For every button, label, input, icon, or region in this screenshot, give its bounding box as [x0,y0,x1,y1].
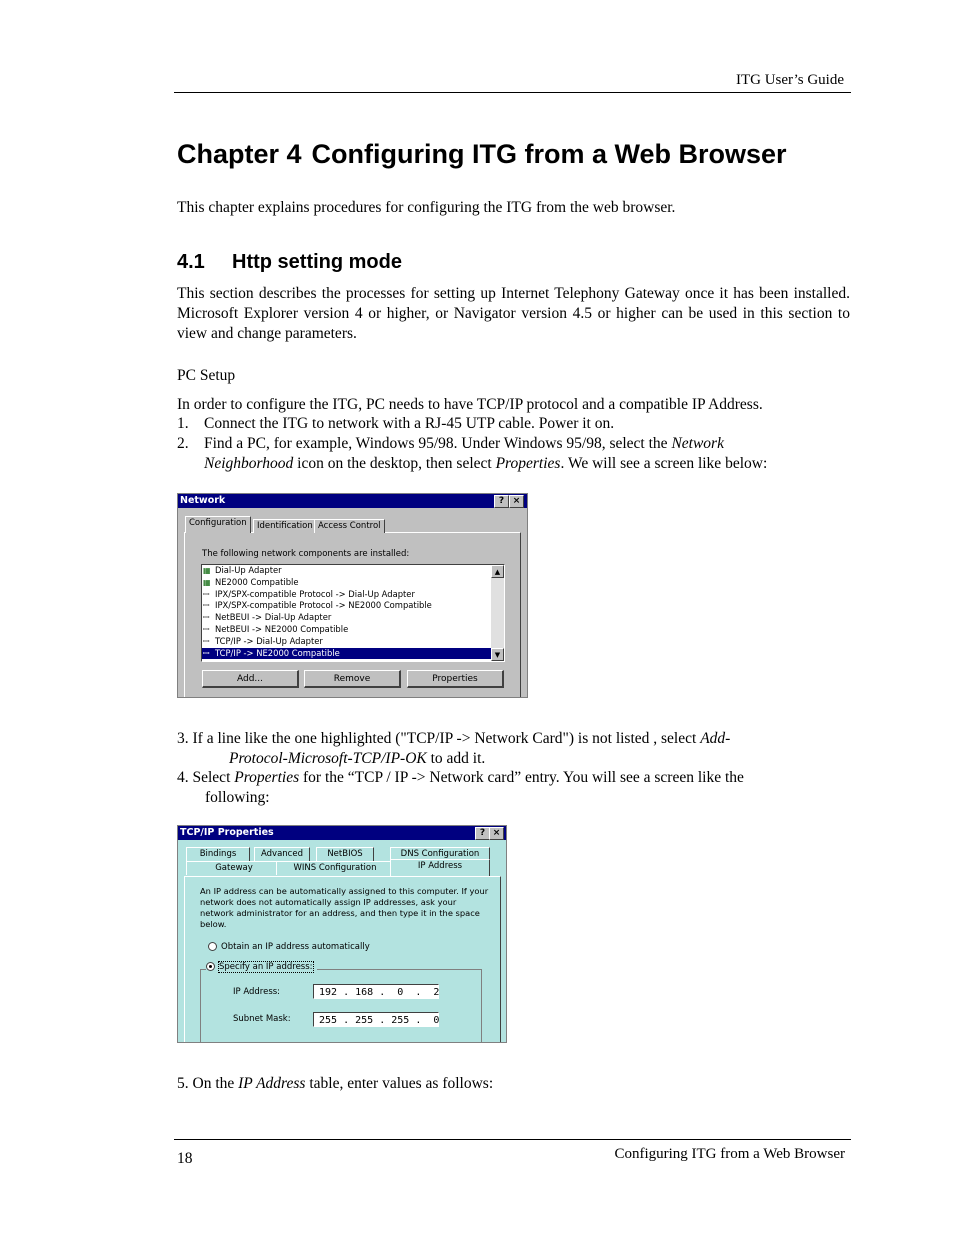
network-adapter-icon: ▦ [203,577,211,587]
chapter-title [177,139,787,170]
scroll-down-icon[interactable]: ▼ [491,648,504,661]
list-item-label: NE2000 Compatible [215,576,299,587]
chapter-name: Configuring ITG from a Web Browser [311,139,787,169]
close-icon[interactable]: × [509,495,524,508]
list-item[interactable] [202,636,504,648]
network-neighborhood-term: Network Neighborhood [204,435,724,472]
page-number: 18 [177,1150,193,1167]
protocol-icon: ꟷ [203,589,210,599]
tab-advanced[interactable]: Advanced [254,847,310,861]
tab-wins-configuration[interactable]: WINS Configuration [276,861,394,875]
ip-address-term: IP Address [238,1075,306,1092]
list-item[interactable] [202,565,504,577]
scroll-up-icon[interactable]: ▲ [491,565,504,578]
option-specify-address[interactable] [206,962,317,972]
protocol-icon: ꟷ [203,601,210,611]
header-rule [174,92,851,93]
radio-specify[interactable] [206,962,215,971]
subnet-mask-input[interactable]: 255 . 255 . 255 . 0 [313,1012,439,1027]
step-text: icon on the desktop, then select [293,455,496,472]
network-dialog [177,493,528,698]
close-icon[interactable]: × [489,827,504,840]
footer-title: Configuring ITG from a Web Browser [614,1146,845,1162]
step-1 [177,414,837,434]
tab-netbios[interactable]: NetBIOS [316,847,374,861]
step-text: 4. Select [177,769,235,786]
step-text: to add it. [426,750,486,767]
tab-ip-address[interactable]: IP Address [390,859,490,876]
step-3 [177,729,817,769]
tab-identification[interactable]: Identification [253,519,317,533]
components-label: The following network components are installed: [202,549,410,559]
step-2 [177,434,817,474]
network-adapter-icon: ▦ [203,566,211,575]
protocol-icon: ꟷ [203,636,210,646]
tcpip-dialog-titlebar [178,826,506,840]
protocol-icon: ꟷ [203,648,210,658]
step-text: 3. If a line like the one highlighted ("TCP/IP -> Network Card") is not listed , select [177,730,701,747]
footer-rule [174,1139,851,1140]
section-title: Http setting mode [232,251,402,273]
step-number: 2. [177,435,189,452]
running-header: ITG User’s Guide [735,72,844,88]
list-item-label: NetBEUI -> Dial-Up Adapter [215,612,332,623]
menu-path-term: Add- [700,730,731,747]
step-text: following: [205,789,270,806]
tab-gateway[interactable]: Gateway [186,861,282,875]
network-dialog-titlebar [178,494,527,508]
specify-group [200,969,482,1043]
step-text: . We will see a screen like below: [560,455,768,472]
list-item[interactable] [202,624,504,636]
radio-obtain-auto[interactable] [208,942,217,951]
list-item[interactable] [202,589,504,601]
list-item-label: TCP/IP -> NE2000 Compatible [215,647,340,658]
list-item-label: IPX/SPX-compatible Protocol -> NE2000 Compatible [215,600,432,611]
section-body: This section describes the processes for setting up Internet Telephony Gateway once it has been installed. Microsoft Explorer version 4 or higher, or Navigator version 4.5 or higher can be used in this section to view and change parameters. [177,285,850,342]
tab-access-control[interactable]: Access Control [314,519,385,533]
step-5 [177,1074,837,1094]
option-obtain-automatically[interactable] [208,942,370,952]
properties-button[interactable]: Properties [407,670,504,688]
tab-dns-configuration[interactable]: DNS Configuration [390,847,490,861]
components-list[interactable] [201,564,505,662]
chapter-number: Chapter 4 [177,139,302,169]
list-item[interactable] [202,600,504,612]
list-item-label: IPX/SPX-compatible Protocol -> Dial-Up Adapter [215,588,415,599]
protocol-icon: ꟷ [203,624,210,634]
properties-term: Properties [234,769,300,786]
section-heading [177,251,402,274]
list-item[interactable] [202,577,504,589]
list-item-label: NetBEUI -> NE2000 Compatible [215,623,349,634]
remove-button[interactable]: Remove [304,670,401,688]
step-text: Connect the ITG to network with a RJ-45 UTP cable. Power it on. [204,415,615,432]
subnet-mask-label: Subnet Mask: [233,1014,291,1024]
step-text: for the “TCP / IP -> Network card” entry. You will see a screen like the [299,769,744,786]
add-button[interactable]: Add... [202,670,299,688]
option-label: Specify an IP address: [219,962,313,972]
step-text: 5. On the [177,1075,239,1092]
option-label: Obtain an IP address automatically [221,942,370,952]
list-item-label: Dial-Up Adapter [215,565,282,575]
ip-address-label: IP Address: [233,987,281,997]
list-item-label: TCP/IP -> Dial-Up Adapter [215,635,323,646]
ip-description: An IP address can be automatically assigned to this computer. If your network does not automatically assign IP addresses, ask your network administrator for an address, and then type it in the space below. [200,886,489,929]
list-item[interactable] [202,648,504,660]
window-title: TCP/IP Properties [180,827,274,838]
step-number: 1. [177,415,189,432]
list-scrollbar[interactable] [491,565,504,661]
tcpip-dialog [177,825,507,1043]
pc-setup-heading: PC Setup [177,367,236,384]
help-icon[interactable]: ? [494,495,509,508]
tab-configuration[interactable]: Configuration [185,516,251,533]
ip-address-input[interactable]: 192 . 168 . 0 . 2 [313,984,439,999]
pc-setup-lead: In order to configure the ITG, PC needs to have TCP/IP protocol and a compatible IP Address. [177,396,763,413]
section-number: 4.1 [177,251,205,273]
properties-term: Properties [495,455,561,472]
intro-paragraph: This chapter explains procedures for configuring the ITG from the web browser. [177,199,676,216]
help-icon[interactable]: ? [475,827,490,840]
tab-bindings[interactable]: Bindings [186,847,250,861]
protocol-icon: ꟷ [203,613,210,623]
step-text: table, enter values as follows: [305,1075,494,1092]
menu-path-term: Protocol-Microsoft-TCP/IP-OK [229,750,427,767]
window-title: Network [180,495,226,506]
step-text: Find a PC, for example, Windows 95/98. Under Windows 95/98, select the [204,435,672,452]
step-4 [177,768,817,808]
list-item[interactable] [202,612,504,624]
